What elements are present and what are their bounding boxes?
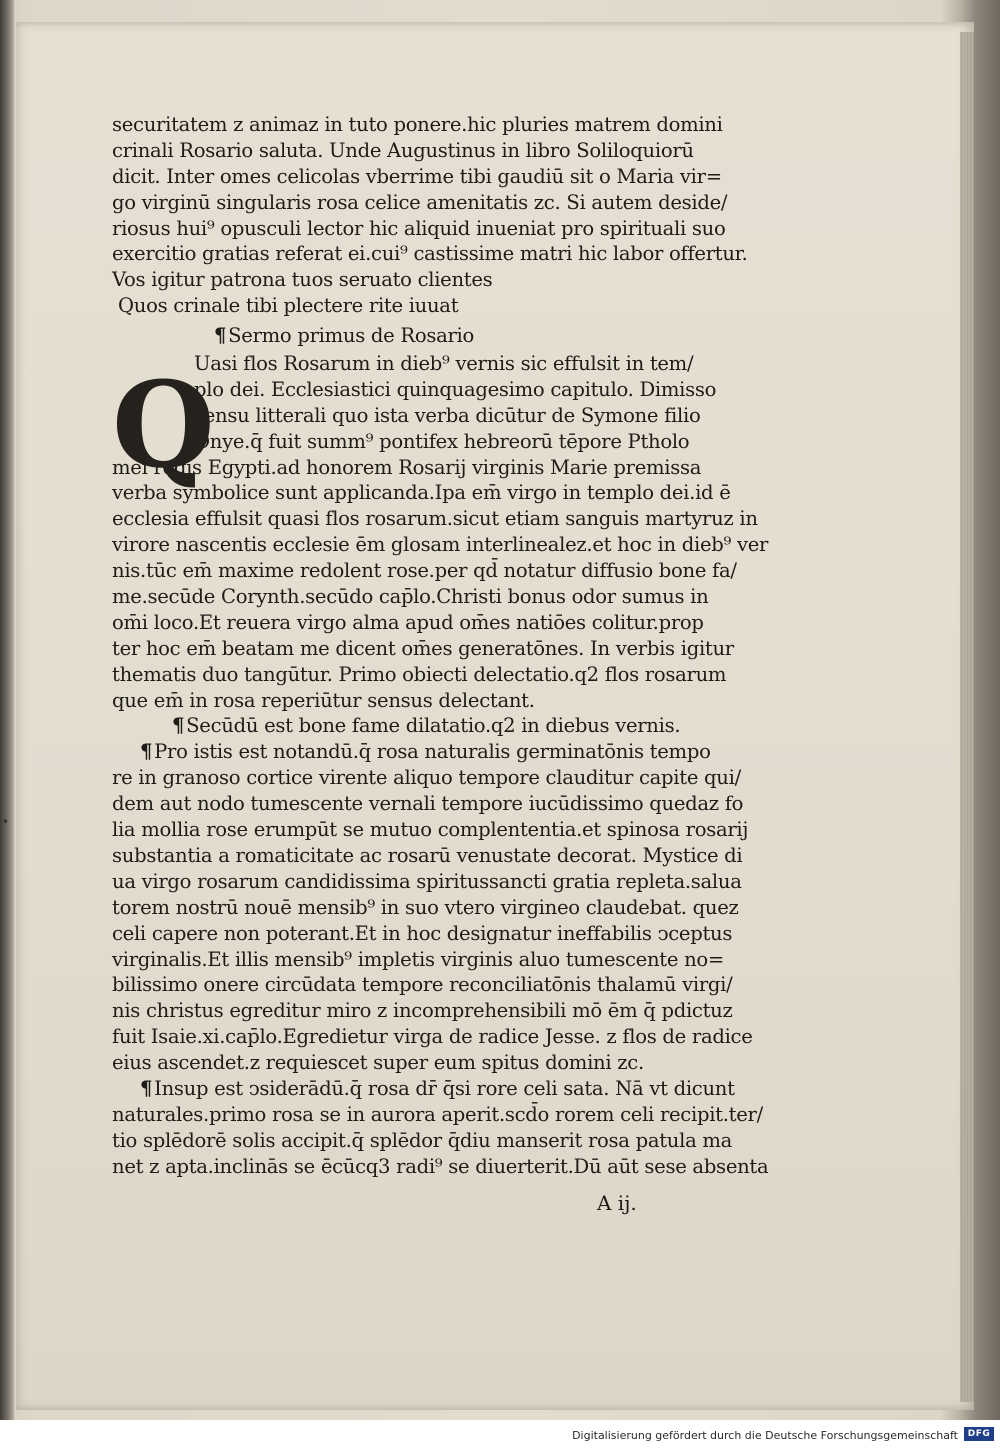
text-line: go virginū singularis rosa celice amenitatis zc. Si autem deside/ — [112, 190, 728, 214]
text-line: ter hoc em̄ beatam me dicent om̄es generatōnes. In verbis igitur — [112, 636, 734, 660]
text-line: bilissimo onere circūdata tempore reconciliatōnis thalamū virgi/ — [112, 973, 733, 997]
section-heading — [112, 323, 742, 349]
text-line: plo dei. Ecclesiastici quinquagesimo capitulo. Dimisso — [194, 377, 717, 401]
text-line: me.secūde Corynth.secūdo cap̄lo.Christi bonus odor sumus in — [112, 585, 709, 609]
drop-capital: Q — [112, 355, 215, 494]
text-line: nis.tūc em̄ maxime redolent rose.per qd̄ notatur diffusio bone fa/ — [112, 559, 737, 583]
pilcrow-icon: ¶ — [172, 714, 185, 738]
text-line: verba symbolice sunt applicanda.Ipa em̄ virgo in templo dei.id ē — [112, 481, 731, 505]
footer-bar — [0, 1420, 1000, 1449]
text-line: securitatem z animaz in tuto ponere.hic pluries matrem domini — [112, 113, 723, 136]
text-line: sensu litterali quo ista verba dicūtur de Symone filio — [194, 403, 701, 427]
text-line: riosus hui⁹ opusculi lector hic aliquid inueniat pro spirituali suo — [112, 216, 726, 240]
text-line — [112, 1076, 742, 1102]
text-line: ua virgo rosarum candidissima spiritussancti gratia repleta.salua — [112, 869, 742, 893]
text-line: net z apta.inclinās se ēcūcq3 radi⁹ se diuerterit.Dū aūt sese absenta — [112, 1154, 769, 1178]
text-line: virginalis.Et illis mensib⁹ impletis virginis aluo tumescente no= — [112, 947, 725, 971]
text-line: ecclesia effulsit quasi flos rosarum.sicut etiam sanguis martyruz in — [112, 507, 758, 531]
text-line: Uasi flos Rosarum in dieb⁹ vernis sic effulsit in tem/ — [194, 352, 694, 376]
text-line: tio splēdorē solis accipit.q̄ splēdor q̄diu manserit rosa patula ma — [112, 1128, 733, 1152]
text-line: dem aut nodo tumescente vernali tempore iucūdissimo quedaz fo — [112, 792, 744, 816]
margin-mark: • — [2, 815, 10, 829]
text-line-content: Secūdū est bone fame dilatatio.q2 in diebus vernis. — [186, 714, 681, 738]
text-line: naturales.primo rosa se in aurora aperit.scd̄o rorem celi recipit.ter/ — [112, 1102, 763, 1126]
text-line: mei regis Egypti.ad honorem Rosarij virginis Marie premissa — [112, 455, 702, 479]
text-line: Onye.q̄ fuit summ⁹ pontifex hebreorū tēpore Ptholo — [194, 429, 690, 453]
binding-edge — [0, 0, 14, 1420]
page-text — [112, 112, 769, 1180]
text-line: fuit Isaie.xi.cap̄lo.Egredietur virga de radice Jesse. z flos de radice — [112, 1025, 753, 1049]
text-line: crinali Rosario saluta. Unde Augustinus in libro Soliloquiorū — [112, 138, 694, 162]
text-line: thematis duo tangūtur. Primo obiecti delectatio.q2 flos rosarum — [112, 662, 727, 686]
dfg-logo: DFG — [964, 1427, 994, 1441]
text-line: lia mollia rose erumpūt se mutuo complententia.et spinosa rosarij — [112, 818, 749, 842]
text-line-content: Insup est ↄsiderādū.q̄ rosa dr̄ q̄si rore celi sata. Nā vt dicunt — [154, 1076, 735, 1100]
text-line: que em̄ in rosa reperiūtur sensus delectant. — [112, 688, 535, 712]
text-line: exercitio gratias referat ei.cui⁹ castissime matri hic labor offertur. — [112, 242, 748, 266]
text-line — [112, 739, 742, 765]
text-line: virore nascentis ecclesie ēm glosam interlinealez.et hoc in dieb⁹ ver — [112, 533, 769, 557]
text-line: Vos igitur patrona tuos seruato clientes — [112, 268, 493, 292]
signature-mark: A ij. — [597, 1191, 637, 1215]
text-line-content: Pro istis est notandū.q̄ rosa naturalis germinatōnis tempo — [154, 740, 711, 764]
page-edges — [960, 32, 974, 1402]
pilcrow-icon: ¶ — [140, 1076, 153, 1100]
text-line: substantia a romaticitate ac rosarū venustate decorat. Mystice di — [112, 843, 743, 867]
heading-text: Sermo primus de Rosario — [228, 324, 475, 348]
text-line: celi capere non poterant.Et in hoc designatur ineffabilis ↄceptus — [112, 921, 733, 945]
text-line: dicit. Inter omes celicolas vberrime tibi gaudiū sit o Maria vir= — [112, 164, 722, 188]
text-line: Quos crinale tibi plectere rite iuuat — [118, 294, 459, 318]
funding-credit: Digitalisierung gefördert durch die Deutsche Forschungsgemeinschaft — [572, 1429, 958, 1442]
text-line: nis christus egreditur miro z incomprehensibili mō ēm q̄ pdictuz — [112, 999, 733, 1023]
text-line: re in granoso cortice virente aliquo tempore clauditur capite qui/ — [112, 766, 741, 790]
text-line — [112, 713, 742, 739]
pilcrow-icon: ¶ — [140, 740, 153, 764]
text-line: om̄i loco.Et reuera virgo alma apud om̄es natiōes colitur.prop — [112, 610, 704, 634]
pilcrow-icon: ¶ — [214, 324, 227, 348]
text-line: torem nostrū nouē mensib⁹ in suo vtero virgineo claudebat. quez — [112, 895, 739, 919]
text-line: eius ascendet.z requiescet super eum spitus domini zc. — [112, 1051, 644, 1075]
